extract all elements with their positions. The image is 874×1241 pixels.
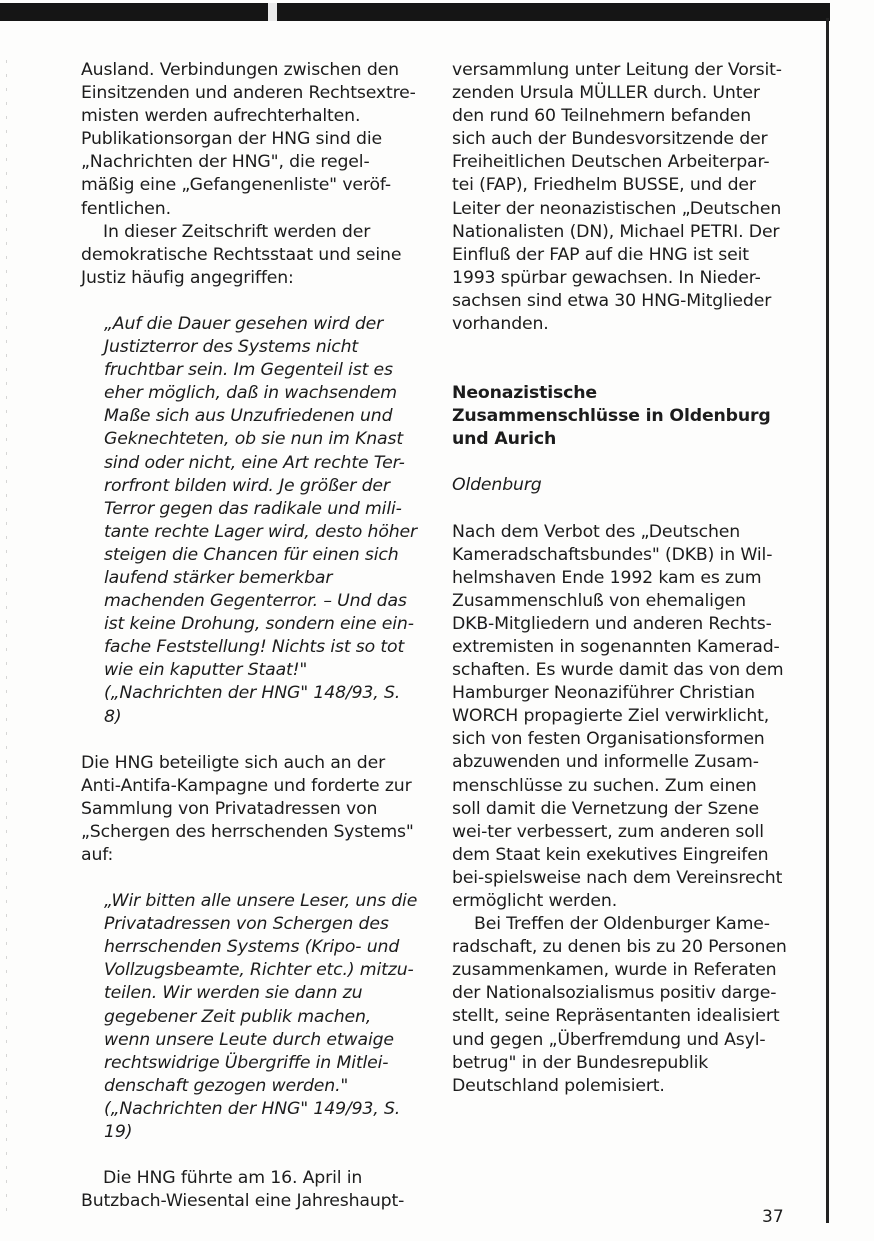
left-column bbox=[81, 59, 421, 1213]
quote-source: („Nachrichten der HNG" 149/93, S. 19) bbox=[104, 1098, 401, 1143]
block-quote: „Wir bitten alle unsere Leser, uns die Privatadressen von Schergen des herrschenden Systems (Kripo- und Vollzugsbeamte, Richter etc.) mitzu-teilen. Wir werden sie dann zu gegebener Zeit publik machen, wenn unsere Leute durch etwaige rechtswidrige Übergriffe in Mitlei-denschaft gezogen werden." bbox=[104, 891, 418, 1096]
page-number: 37 bbox=[762, 1207, 784, 1227]
scan-left-edge bbox=[6, 60, 7, 1220]
sub-heading: Oldenburg bbox=[452, 475, 542, 496]
paragraph: Bei Treffen der Oldenburger Kame-radschaft, zu denen bis zu 20 Personen zusammenkamen, wurde in Referaten der Nationalsozialismus positiv darge-stellt, seine Repräsentanten idealisiert und gegen „Überfremdung und Asyl-betrug" in der Bundesrepublik Deutschland polemisiert. bbox=[452, 914, 787, 1096]
paragraph: Die HNG führte am 16. April in Butzbach-Wiesental eine Jahreshaupt- bbox=[81, 1168, 405, 1212]
right-column bbox=[452, 59, 790, 1098]
section-heading: Neonazistische Zusammenschlüsse in Oldenburg und Aurich bbox=[452, 383, 771, 450]
scan-right-edge bbox=[826, 18, 829, 1223]
paragraph: In dieser Zeitschrift werden der demokratische Rechtsstaat und seine Justiz häufig angegriffen: bbox=[81, 221, 402, 288]
quote-source: („Nachrichten der HNG" 148/93, S. 8) bbox=[104, 683, 401, 727]
paragraph: versammlung unter Leitung der Vorsit-zenden Ursula MÜLLER durch. Unter den rund 60 Teilnehmern befanden sich auch der Bundesvorsitzende der Freiheitlichen Deutschen Arbeiterpar-tei (FAP), Friedhelm BUSSE, und der Leiter der neonazistischen „Deutschen Nationalisten (DN), Michael PETRI. Der Einfluß der FAP auf die HNG ist seit 1993 spürbar gewachsen. In Nieder-sachsen sind etwa 30 HNG-Mitglieder vorhanden. bbox=[452, 60, 782, 335]
paragraph: Ausland. Verbindungen zwischen den Einsitzenden und anderen Rechtsextre-misten werden aufrechterhalten. Publikationsorgan der HNG sind die „Nachrichten der HNG", die regel-mäßig eine „Gefangenenliste" veröf-fentlichen. bbox=[81, 60, 416, 219]
paragraph: Nach dem Verbot des „Deutschen Kameradschaftsbundes" (DKB) in Wil-helmshaven Ende 1992 kam es zum Zusammenschluß von ehemaligen DKB-Mitgliedern und anderen Rechts-extremisten in sogenannten Kamerad-schaften. Es wurde damit das von dem Hamburger Neonaziführer Christian WORCH propagierte Ziel verwirklicht, sich von festen Organisationsformen abzuwenden und informelle Zusam-menschlüsse zu suchen. Zum einen soll damit die Vernetzung der Szene wei-ter verbessert, zum anderen soll dem Staat kein exekutives Eingreifen bei-spielsweise nach dem Vereinsrecht ermöglicht werden. bbox=[452, 521, 784, 911]
scan-top-bar-gap bbox=[268, 3, 277, 21]
scan-top-bar bbox=[0, 3, 830, 21]
block-quote: „Auf die Dauer gesehen wird der Justizterror des Systems nicht fruchtbar sein. Im Gegenteil ist es eher möglich, daß in wachsendem Maße sich aus Unzufriedenen und Geknechteten, ob sie nun im Knast sind oder nicht, eine Art rechte Ter-rorfront bilden wird. Je größer der Terror gegen das radikale und mili-tante rechte Lager wird, desto höher steigen die Chancen für einen sich laufend stärker bemerkbar machenden Gegenterror. – Und das ist keine Drohung, sondern eine ein-fache Feststellung! Nichts ist so tot wie ein kaputter Staat!" bbox=[104, 313, 417, 681]
paragraph: Die HNG beteiligte sich auch an der Anti-Antifa-Kampagne und forderte zur Sammlung von Privatadressen von „Schergen des herrschenden Systems" auf: bbox=[81, 752, 414, 865]
